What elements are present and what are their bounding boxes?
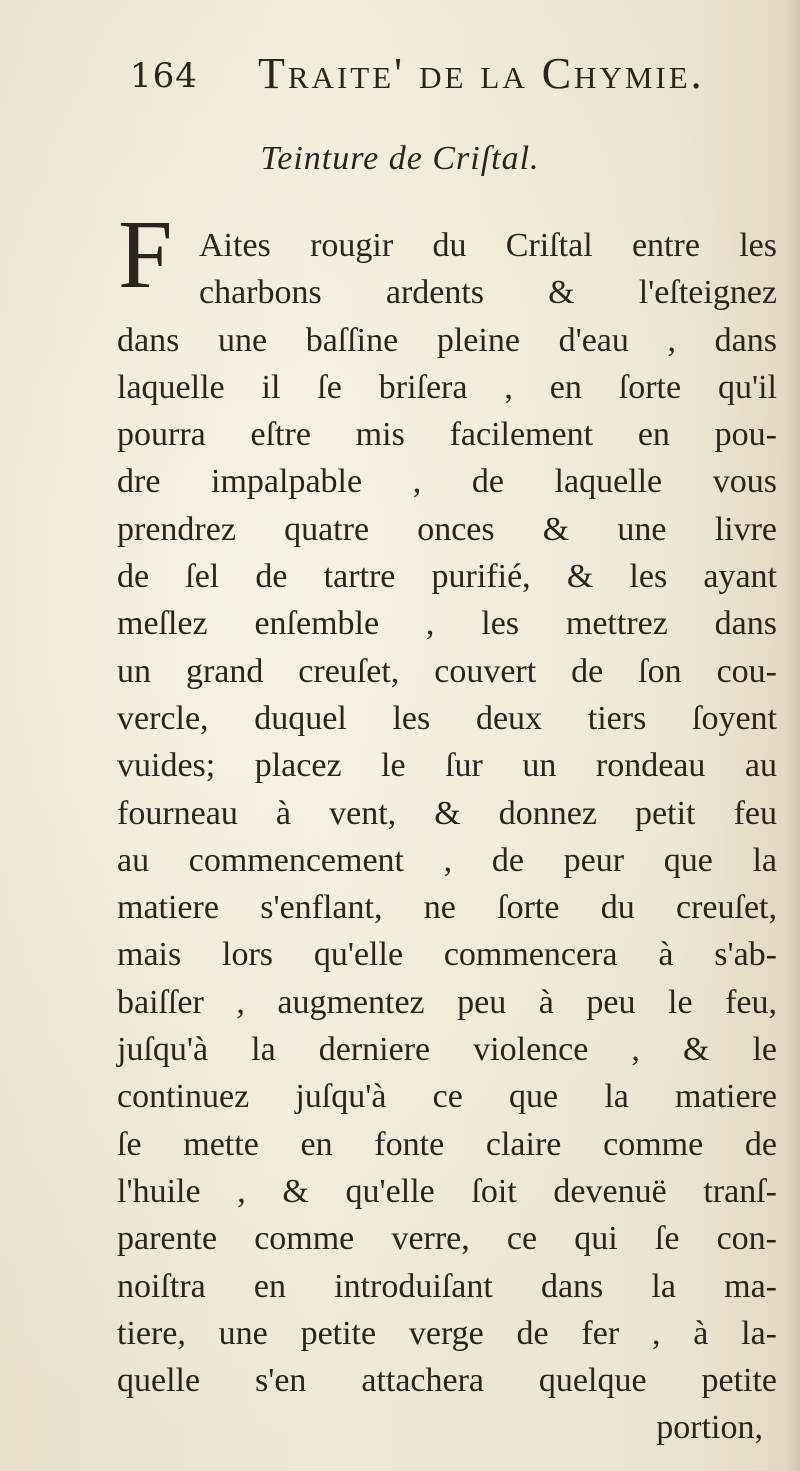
- body-text: [117, 222, 777, 1452]
- text-line: mais lors qu'elle commencera à s'ab-: [117, 936, 777, 974]
- page-number: 164: [130, 56, 198, 96]
- text-line: matiere s'enflant, ne ſorte du creuſet,: [117, 889, 777, 927]
- text-line: quelle s'en attachera quelque petite: [117, 1362, 777, 1400]
- page-edge: [784, 0, 800, 1471]
- text-line: vercle, duquel les deux tiers ſoyent: [117, 699, 777, 737]
- text-line: ſe mette en fonte claire comme de: [117, 1125, 777, 1163]
- text-line: fourneau à vent, & donnez petit feu: [117, 794, 777, 832]
- text-line: vuides; placez le ſur un rondeau au: [117, 747, 777, 785]
- text-line: parente comme verre, ce qui ſe con-: [117, 1220, 777, 1258]
- text-line: de ſel de tartre purifié, & les ayant: [117, 558, 777, 596]
- text-line: tiere, une petite verge de fer , à la-: [117, 1314, 777, 1352]
- text-line: charbons ardents & l'eſteignez: [199, 274, 777, 312]
- running-title: Traite' de la Chymie.: [258, 49, 705, 98]
- text-line: dre impalpable , de laquelle vous: [117, 463, 777, 501]
- text-line: juſqu'à la derniere violence , & le: [117, 1031, 777, 1069]
- text-line: dans une baſſine pleine d'eau , dans: [117, 321, 777, 359]
- text-line: pourra eſtre mis facilement en pou-: [117, 416, 777, 454]
- text-line: portion,: [656, 1409, 763, 1447]
- text-line: un grand creuſet, couvert de ſon cou-: [117, 652, 777, 690]
- text-line: prendrez quatre onces & une livre: [117, 510, 777, 548]
- page-header: [130, 48, 770, 108]
- text-line: noiſtra en introduiſant dans la ma-: [117, 1267, 777, 1305]
- text-line: laquelle il ſe briſera , en ſorte qu'il: [117, 368, 777, 406]
- text-line: continuez juſqu'à ce que la matiere: [117, 1078, 777, 1116]
- drop-cap: F: [118, 201, 173, 309]
- text-line: au commencement , de peur que la: [117, 841, 777, 879]
- text-line: meſlez enſemble , les mettrez dans: [117, 605, 777, 643]
- text-line: l'huile , & qu'elle ſoit devenuë tranſ-: [117, 1172, 777, 1210]
- section-title: Teinture de Criſtal.: [260, 140, 540, 177]
- text-line: baiſſer , augmentez peu à peu le feu,: [117, 983, 777, 1021]
- text-line: Aites rougir du Criſtal entre les: [199, 227, 777, 264]
